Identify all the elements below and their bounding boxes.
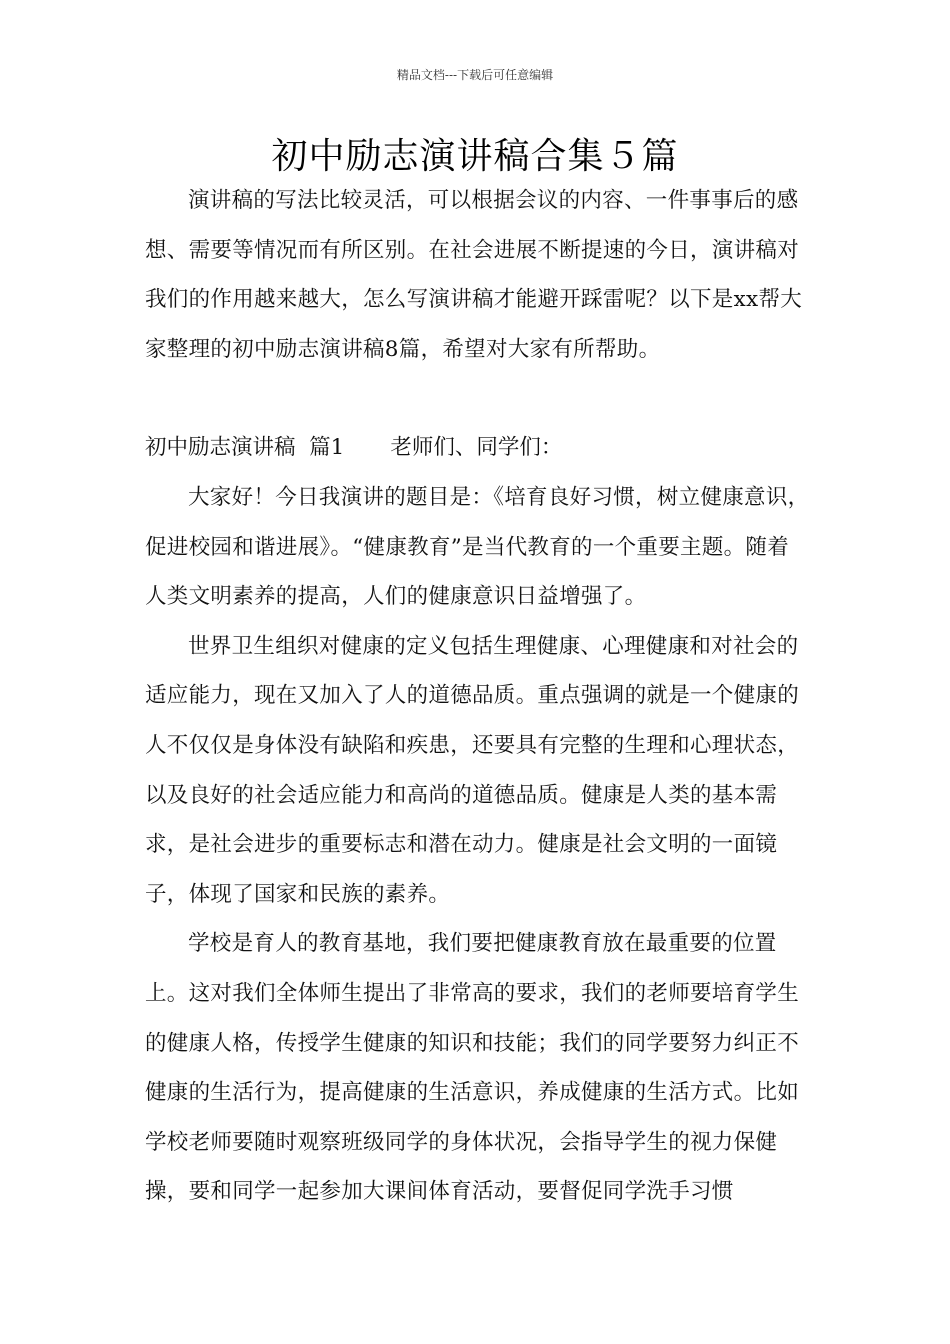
salutation: 老师们、同学们： — [390, 435, 563, 461]
section-heading: 初中励志演讲稿 篇1 — [145, 435, 345, 461]
intro-paragraph: 演讲稿的写法比较灵活，可以根据会议的内容、一件事事后的感想、需要等情况而有所区别。在社会进展不断提速的今日，演讲稿对我们的作用越来越大，怎么写演讲稿才能避开踩雷呢？以下是xx帮大家整理的初中励志演讲稿8篇，希望对大家有所帮助。 — [145, 188, 803, 362]
document-title: 初中励志演讲稿合集５篇 — [271, 136, 679, 177]
body-paragraph: 学校是育人的教育基地，我们要把健康教育放在最重要的位置上。这对我们全体师生提出了非常高的要求，我们的老师要培育学生的健康人格，传授学生健康的知识和技能；我们的同学要努力纠正不健康的生活行为，提高健康的生活意识，养成健康的生活方式。比如学校老师要随时观察班级同学的身体状况，会指导学生的视力保健操，要和同学一起参加大课间体育活动，要督促同学洗手习惯 — [145, 931, 800, 1205]
body-paragraph: 世界卫生组织对健康的定义包括生理健康、心理健康和对社会的适应能力，现在又加入了人的道德品质。重点强调的就是一个健康的人不仅仅是身体没有缺陷和疾患，还要具有完整的生理和心理状态，以及良好的社会适应能力和高尚的道德品质。健康是人类的基本需求，是社会进步的重要标志和潜在动力。健康是社会文明的一面镜子，体现了国家和民族的素养。 — [145, 633, 800, 907]
section-heading-line — [145, 423, 810, 473]
document-body — [145, 176, 810, 1217]
header-note: 精品文档---下载后可任意编辑 — [396, 68, 554, 82]
body-paragraph: 大家好！今日我演讲的题目是：《培育良好习惯，树立健康意识，促进校园和谐进展》。“健康教育”是当代教育的一个重要主题。随着人类文明素养的提高，人们的健康意识日益增强了。 — [145, 484, 810, 610]
